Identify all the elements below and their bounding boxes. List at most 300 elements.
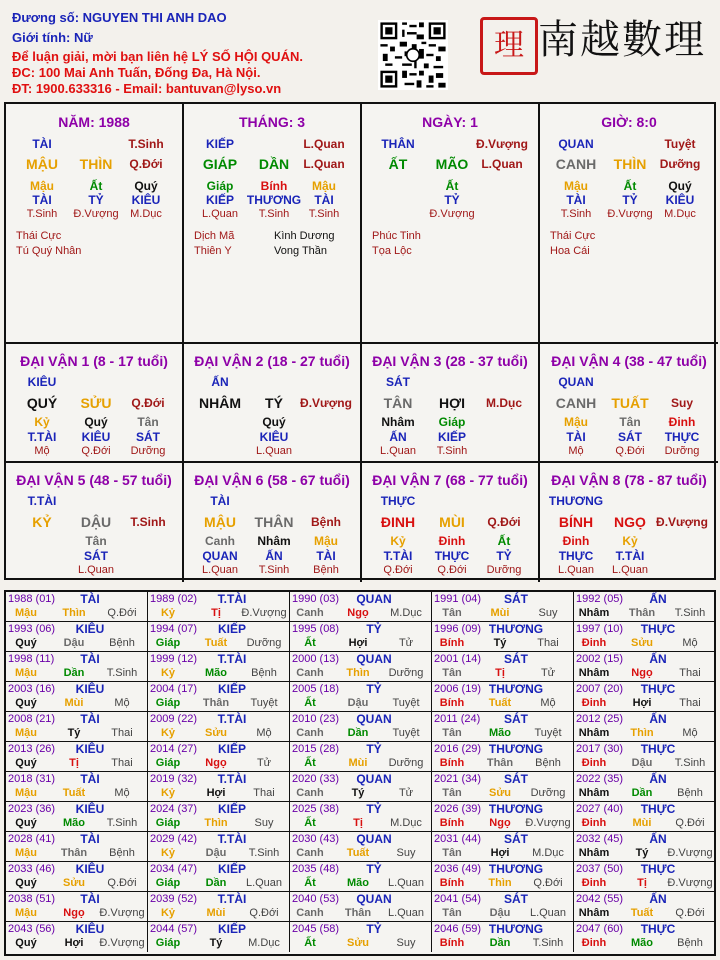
year-branch: Tuất <box>630 907 654 919</box>
year-branch: Thân <box>628 607 656 619</box>
year-stem: Giáp <box>155 937 181 949</box>
year-god: SÁT <box>504 892 528 906</box>
hidden-stem: Canh <box>205 534 235 548</box>
pillar-cell <box>6 104 184 344</box>
year-god: T.TÀI <box>217 772 247 786</box>
year-god: KIẾP <box>217 622 247 636</box>
year-label: 2021 (34) <box>434 773 482 785</box>
annual-year-cell[interactable] <box>574 892 714 922</box>
annual-year-cell[interactable] <box>290 652 432 682</box>
year-stem: Canh <box>296 727 324 739</box>
dai-van-cell[interactable] <box>184 463 362 582</box>
year-stem: Quý <box>15 637 37 649</box>
year-stem: Bính <box>439 877 465 889</box>
year-label: 2027 (40) <box>576 803 624 815</box>
hidden-phase: T.Sinh <box>258 208 290 220</box>
year-stem: Mậu <box>15 907 37 919</box>
year-phase: T.Sinh <box>674 607 706 619</box>
year-phase: L.Quan <box>245 877 283 889</box>
year-stem: Đinh <box>581 817 607 829</box>
year-label: 2004 (17) <box>150 683 198 695</box>
year-god: ẤN <box>649 712 667 726</box>
pillar-title: GIỜ: 8:0 <box>601 114 657 130</box>
annual-year-cell[interactable] <box>6 772 148 802</box>
year-god: THƯƠNG <box>488 802 544 816</box>
annual-year-cell[interactable] <box>148 742 290 772</box>
hidden-stem: Ất <box>445 179 459 193</box>
hidden-stem: Quý <box>84 415 108 429</box>
year-branch: Mão <box>631 937 653 949</box>
year-stem: Giáp <box>155 637 181 649</box>
year-stem: Canh <box>296 907 324 919</box>
year-stem: Ất <box>304 877 316 889</box>
brand-logo <box>538 10 713 70</box>
annual-year-cell[interactable] <box>148 772 290 802</box>
year-label: 1999 (12) <box>150 653 198 665</box>
year-stem: Ất <box>304 637 316 649</box>
year-god: TỶ <box>366 682 382 696</box>
year-stem: Đinh <box>581 877 607 889</box>
year-god: THƯƠNG <box>488 682 544 696</box>
year-label: 1991 (04) <box>434 593 482 605</box>
year-phase: Tuyệt <box>250 697 278 709</box>
pillar-stem: GIÁP <box>202 156 238 172</box>
pillar-god: TÀI <box>32 137 52 151</box>
hidden-phase: Mộ <box>34 445 50 457</box>
year-phase: Mộ <box>682 637 698 649</box>
hidden-phase: M.Dục <box>664 208 696 220</box>
year-branch: Dần <box>489 937 511 949</box>
year-phase: Thai <box>111 727 133 739</box>
year-branch: Hợi <box>490 847 510 859</box>
year-branch: Thìn <box>204 817 228 829</box>
year-god: SÁT <box>504 652 528 666</box>
year-branch: Tị <box>69 757 79 769</box>
year-phase: Mộ <box>256 727 272 739</box>
annual-year-cell[interactable] <box>432 622 574 652</box>
year-god: KIẾP <box>217 742 247 756</box>
year-phase: Dưỡng <box>388 667 424 679</box>
year-god: THỰC <box>640 802 676 816</box>
dai-van-phase: M.Dục <box>486 396 522 410</box>
annual-year-cell[interactable] <box>6 922 148 952</box>
year-god: TỶ <box>366 862 382 876</box>
annual-year-cell[interactable] <box>432 802 574 832</box>
year-branch: Sửu <box>204 727 228 739</box>
hidden-god: TÀI <box>32 193 52 207</box>
year-stem: Nhâm <box>578 667 610 679</box>
year-branch: Ngọ <box>489 817 511 829</box>
year-god: ẤN <box>649 772 667 786</box>
pillar-god: QUAN <box>558 137 594 151</box>
annual-year-cell[interactable] <box>574 862 714 892</box>
year-branch: Tuất <box>346 847 370 859</box>
year-god: QUAN <box>356 772 392 786</box>
pillar-stem-star: Đ.Vượng <box>476 137 528 151</box>
year-phase: Tuyệt <box>392 697 420 709</box>
year-god: ẤN <box>649 832 667 846</box>
year-branch: Dậu <box>63 637 85 649</box>
hidden-stem: Đinh <box>562 534 590 548</box>
dai-van-cell[interactable] <box>540 463 718 582</box>
hidden-god: TỶ <box>496 549 512 563</box>
hidden-stem: Quý <box>262 415 286 429</box>
annual-year-cell[interactable] <box>6 652 148 682</box>
year-stem: Ất <box>304 697 316 709</box>
year-god: THƯƠNG <box>488 922 544 936</box>
pillar-stem-star: Tuyệt <box>664 137 696 151</box>
hidden-god: TÀI <box>566 193 586 207</box>
pillar-cell <box>184 104 362 344</box>
year-branch: Thìn <box>630 727 654 739</box>
hidden-phase: L.Quan <box>255 445 293 457</box>
annual-year-cell[interactable] <box>148 892 290 922</box>
annual-year-cell[interactable] <box>148 922 290 952</box>
hidden-god: SÁT <box>136 430 160 444</box>
annual-year-cell[interactable] <box>574 652 714 682</box>
year-phase: M.Dục <box>532 847 564 859</box>
year-god: KIÊU <box>75 622 105 636</box>
year-god: SÁT <box>504 592 528 606</box>
year-stem: Bính <box>439 697 465 709</box>
year-phase: Tử <box>398 637 414 649</box>
dai-van-cell[interactable] <box>362 463 540 582</box>
year-phase: Đ.Vượng <box>667 877 713 889</box>
dai-van-god: THƯƠNG <box>548 494 604 508</box>
year-phase: Q.Đới <box>107 607 137 619</box>
dai-van-branch: TÝ <box>265 395 283 411</box>
annual-year-cell[interactable] <box>432 682 574 712</box>
year-god: KIẾP <box>217 682 247 696</box>
dai-van-god: TÀI <box>210 494 230 508</box>
year-stem: Đinh <box>581 637 607 649</box>
annual-year-cell[interactable] <box>432 832 574 862</box>
annual-year-cell[interactable] <box>6 622 148 652</box>
special-star: Dịch Mã <box>194 230 235 242</box>
annual-year-cell[interactable] <box>148 592 290 622</box>
year-stem: Mậu <box>15 727 37 739</box>
annual-year-cell[interactable] <box>6 892 148 922</box>
annual-year-cell[interactable] <box>290 682 432 712</box>
dai-van-god: QUAN <box>558 375 594 389</box>
year-branch: Tuất <box>488 697 512 709</box>
annual-year-cell[interactable] <box>290 622 432 652</box>
annual-year-cell[interactable] <box>148 712 290 742</box>
year-god: THƯƠNG <box>488 622 544 636</box>
year-stem: Tân <box>442 607 462 619</box>
hidden-god: KIẾP <box>437 430 467 444</box>
year-god: THỰC <box>640 682 676 696</box>
annual-year-cell[interactable] <box>290 742 432 772</box>
year-branch: Mão <box>347 877 369 889</box>
dai-van-phase: Bệnh <box>311 515 341 529</box>
annual-year-cell[interactable] <box>290 892 432 922</box>
year-label: 2046 (59) <box>434 923 482 935</box>
year-phase: L.Quan <box>529 907 567 919</box>
hidden-phase: T.Sinh <box>308 208 340 220</box>
year-branch: Mùi <box>206 907 226 919</box>
annual-year-cell[interactable] <box>6 862 148 892</box>
year-label: 2040 (53) <box>292 893 340 905</box>
hidden-god: THỰC <box>434 549 470 563</box>
year-phase: L.Quan <box>387 877 425 889</box>
hidden-phase: L.Quan <box>77 564 115 576</box>
annual-year-cell[interactable] <box>574 772 714 802</box>
year-label: 2008 (21) <box>8 713 56 725</box>
year-phase: Đ.Vượng <box>525 817 571 829</box>
annual-year-cell[interactable] <box>148 862 290 892</box>
year-god: QUAN <box>356 832 392 846</box>
annual-year-cell[interactable] <box>432 712 574 742</box>
annual-year-cell[interactable] <box>574 622 714 652</box>
year-stem: Kỷ <box>160 607 176 619</box>
dai-van-title: ĐẠI VẬN 3 (28 - 37 tuổi) <box>372 353 528 369</box>
phone-email: ĐT: 1900.633316 - Email: bantuvan@lyso.vn <box>12 81 282 96</box>
dai-van-branch: MÙI <box>439 514 465 530</box>
year-god: QUAN <box>356 892 392 906</box>
contact-invite: Để luận giải, mời bạn liên hệ LÝ SỐ HỘI QUÁN. <box>12 49 303 64</box>
year-god: KIẾP <box>217 802 247 816</box>
year-label: 2047 (60) <box>576 923 624 935</box>
annual-year-cell[interactable] <box>148 652 290 682</box>
annual-year-cell[interactable] <box>432 922 574 952</box>
year-phase: Tuyệt <box>534 727 562 739</box>
dai-van-cell[interactable] <box>362 344 540 463</box>
annual-year-cell[interactable] <box>432 862 574 892</box>
year-stem: Giáp <box>155 697 181 709</box>
year-phase: Q.Đới <box>107 877 137 889</box>
year-phase: T.Sinh <box>674 757 706 769</box>
year-god: SÁT <box>504 712 528 726</box>
year-branch: Mão <box>489 727 511 739</box>
year-stem: Tân <box>442 667 462 679</box>
hidden-god: ẤN <box>265 549 283 563</box>
year-stem: Nhâm <box>578 727 610 739</box>
hidden-phase: L.Quan <box>611 564 649 576</box>
dai-van-cell[interactable] <box>184 344 362 463</box>
year-branch: Hợi <box>64 937 84 949</box>
year-stem: Mậu <box>15 787 37 799</box>
hidden-phase: L.Quan <box>201 564 239 576</box>
hidden-god: KIẾP <box>205 193 235 207</box>
year-stem: Tân <box>442 787 462 799</box>
special-star: Kình Dương <box>274 230 335 242</box>
hidden-stem: Kỷ <box>34 415 50 429</box>
special-star: Thái Cực <box>550 230 596 242</box>
hidden-stem: Ất <box>497 534 511 548</box>
annual-year-cell[interactable] <box>574 592 714 622</box>
year-phase: Dưỡng <box>388 757 424 769</box>
annual-year-cell[interactable] <box>290 802 432 832</box>
year-god: QUAN <box>356 592 392 606</box>
year-god: QUAN <box>356 652 392 666</box>
annual-year-cell[interactable] <box>574 742 714 772</box>
year-phase: Mộ <box>540 697 556 709</box>
year-god: TÀI <box>80 652 100 666</box>
dai-van-stem: BÍNH <box>558 514 594 530</box>
year-stem: Canh <box>296 847 324 859</box>
annual-year-cell[interactable] <box>148 682 290 712</box>
year-branch: Dần <box>347 727 369 739</box>
year-god: TÀI <box>80 592 100 606</box>
hidden-stem: Mậu <box>564 179 588 193</box>
annual-year-cell[interactable] <box>148 622 290 652</box>
year-branch: Tý <box>493 637 507 649</box>
year-label: 2000 (13) <box>292 653 340 665</box>
year-phase: Bệnh <box>535 757 561 769</box>
year-stem: Bính <box>439 637 465 649</box>
annual-year-cell[interactable] <box>290 922 432 952</box>
pillar-title: NĂM: 1988 <box>58 114 130 130</box>
year-stem: Ất <box>304 817 316 829</box>
hidden-stem: Nhâm <box>257 534 291 548</box>
year-stem: Kỷ <box>160 727 176 739</box>
year-god: TỶ <box>366 742 382 756</box>
dai-van-god: T.TÀI <box>27 494 57 508</box>
hidden-phase: T.Sinh <box>436 445 468 457</box>
hidden-stem: Đinh <box>438 534 466 548</box>
annual-year-cell[interactable] <box>6 802 148 832</box>
dai-van-branch: HỢI <box>439 395 465 411</box>
year-phase: Suy <box>538 607 558 619</box>
annual-year-cell[interactable] <box>432 892 574 922</box>
year-god: TỶ <box>366 922 382 936</box>
annual-year-cell[interactable] <box>290 592 432 622</box>
year-phase: Q.Đới <box>533 877 563 889</box>
qr-code[interactable] <box>378 20 448 90</box>
annual-year-cell[interactable] <box>574 922 714 952</box>
annual-year-cell[interactable] <box>6 712 148 742</box>
year-phase: T.Sinh <box>106 667 138 679</box>
year-god: KIÊU <box>75 862 105 876</box>
year-branch: Tị <box>353 817 363 829</box>
year-god: THƯƠNG <box>488 862 544 876</box>
year-branch: Thân <box>486 757 514 769</box>
year-phase: Tử <box>398 787 414 799</box>
dai-van-title: ĐẠI VẬN 8 (78 - 87 tuổi) <box>551 472 707 488</box>
dai-van-branch: DẬU <box>80 514 112 530</box>
annual-year-cell[interactable] <box>432 652 574 682</box>
hidden-god: QUAN <box>202 549 238 563</box>
annual-year-cell[interactable] <box>290 832 432 862</box>
annual-year-cell[interactable] <box>6 742 148 772</box>
annual-year-cell[interactable] <box>574 832 714 862</box>
year-god: THỰC <box>640 862 676 876</box>
year-label: 2030 (43) <box>292 833 340 845</box>
year-label: 2014 (27) <box>150 743 198 755</box>
dai-van-cell[interactable] <box>6 344 184 463</box>
year-branch: Dần <box>205 877 227 889</box>
hidden-stem: Mậu <box>564 415 588 429</box>
hidden-god: KIÊU <box>665 193 695 207</box>
year-stem: Nhâm <box>578 907 610 919</box>
year-branch: Tị <box>495 667 505 679</box>
hidden-god: TÀI <box>566 430 586 444</box>
year-branch: Dậu <box>205 847 227 859</box>
dai-van-cell[interactable] <box>540 344 718 463</box>
year-stem: Giáp <box>155 817 181 829</box>
annual-year-cell[interactable] <box>148 832 290 862</box>
year-branch: Hợi <box>632 697 652 709</box>
year-branch: Mão <box>205 667 227 679</box>
year-branch: Mùi <box>348 757 368 769</box>
year-god: KIÊU <box>75 922 105 936</box>
year-label: 2033 (46) <box>8 863 56 875</box>
year-stem: Tân <box>442 727 462 739</box>
header <box>0 0 720 102</box>
year-phase: M.Dục <box>390 817 422 829</box>
year-phase: Mộ <box>682 727 698 739</box>
dai-van-cell[interactable] <box>6 463 184 582</box>
year-branch: Mùi <box>632 817 652 829</box>
year-stem: Bính <box>439 937 465 949</box>
year-label: 2017 (30) <box>576 743 624 755</box>
dai-van-stem: QUÝ <box>26 395 58 411</box>
year-stem: Canh <box>296 667 324 679</box>
year-label: 2012 (25) <box>576 713 624 725</box>
year-label: 1988 (01) <box>8 593 56 605</box>
annual-year-cell[interactable] <box>432 742 574 772</box>
annual-year-cell[interactable] <box>148 802 290 832</box>
brand-logo-text: 南越數理 <box>538 17 706 63</box>
annual-year-cell[interactable] <box>574 802 714 832</box>
annual-year-cell[interactable] <box>290 772 432 802</box>
pillar-cell <box>362 104 540 344</box>
year-phase: Thai <box>679 697 701 709</box>
special-star: Thiên Y <box>194 245 232 257</box>
hidden-stem: Mậu <box>314 534 338 548</box>
hidden-stem: Mậu <box>312 179 336 193</box>
annual-year-cell[interactable] <box>574 682 714 712</box>
hidden-phase: Q.Đới <box>81 445 111 457</box>
year-god: T.TÀI <box>217 892 247 906</box>
year-label: 2041 (54) <box>434 893 482 905</box>
annual-year-cell[interactable] <box>574 712 714 742</box>
hidden-god: T.TÀI <box>383 549 413 563</box>
annual-year-cell[interactable] <box>290 712 432 742</box>
year-branch: Dần <box>63 667 85 679</box>
year-god: TÀI <box>80 772 100 786</box>
hidden-phase: T.Sinh <box>26 208 58 220</box>
year-phase: T.Sinh <box>106 817 138 829</box>
pillar-branch: THÌN <box>613 156 647 172</box>
pillar-stem-star: T.Sinh <box>128 137 164 151</box>
dai-van-god: KIÊU <box>27 375 57 389</box>
annual-year-cell[interactable] <box>432 592 574 622</box>
hidden-stem: Ất <box>89 179 103 193</box>
year-branch: Thân <box>344 907 372 919</box>
annual-year-cell[interactable] <box>6 832 148 862</box>
hidden-phase: Q.Đới <box>383 564 413 576</box>
year-branch: Tý <box>351 787 365 799</box>
annual-year-cell[interactable] <box>6 592 148 622</box>
annual-year-cell[interactable] <box>290 862 432 892</box>
annual-luck-table <box>4 590 716 956</box>
annual-year-cell[interactable] <box>6 682 148 712</box>
annual-year-cell[interactable] <box>432 772 574 802</box>
year-god: T.TÀI <box>217 592 247 606</box>
year-god: THỰC <box>640 622 676 636</box>
year-label: 2006 (19) <box>434 683 482 695</box>
year-god: ẤN <box>649 892 667 906</box>
year-label: 2019 (32) <box>150 773 198 785</box>
year-label: 2003 (16) <box>8 683 56 695</box>
dai-van-branch: THÂN <box>254 514 294 530</box>
year-phase: Q.Đới <box>249 907 279 919</box>
special-star: Hoa Cái <box>550 245 590 257</box>
pillar-stem-star: L.Quan <box>303 137 345 151</box>
year-god: TÀI <box>80 892 100 906</box>
